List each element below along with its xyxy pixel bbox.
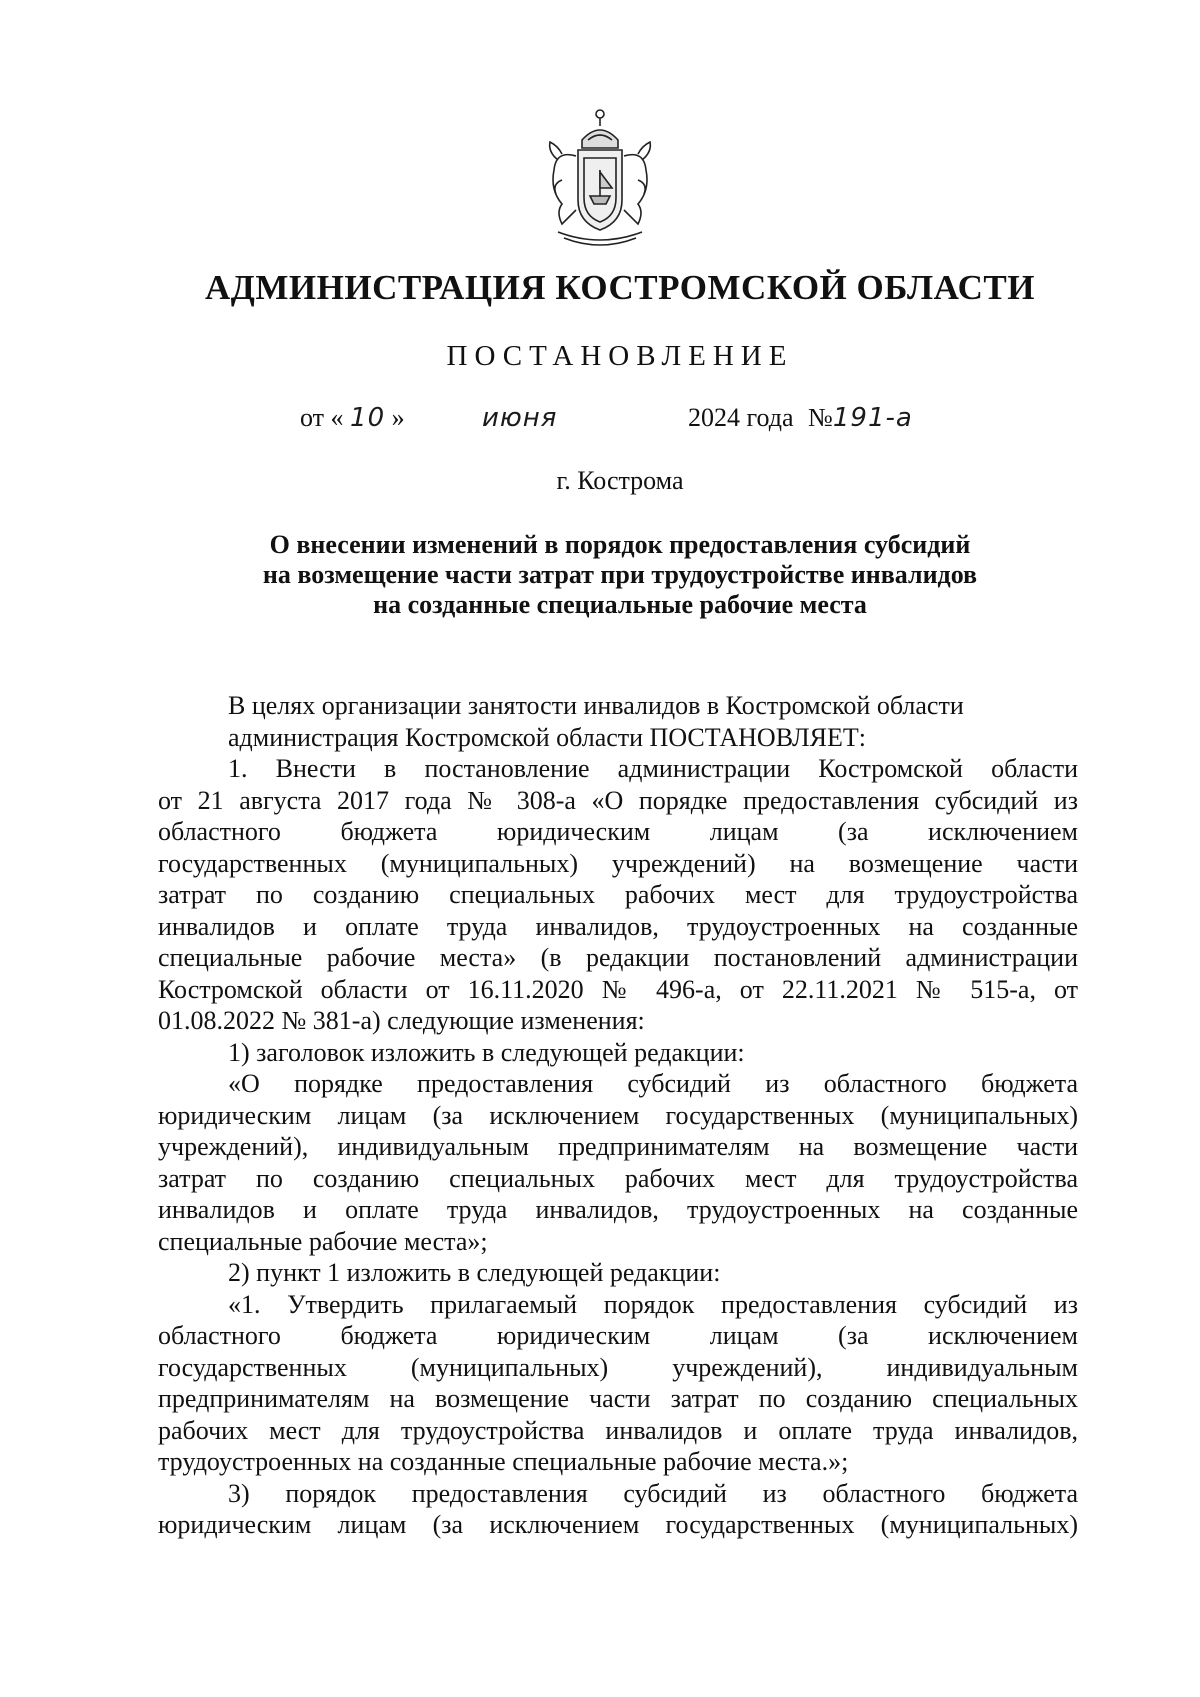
body-line: В целях организации занятости инвалидов в Костромской области bbox=[228, 691, 964, 720]
body-line: Костромской области от 16.11.2020 № 496-а, от 22.11.2021 № 515-а, от bbox=[158, 974, 1078, 1004]
body-line: инвалидов и оплате труда инвалидов, трудоустроенных на созданные bbox=[158, 911, 1078, 941]
coat-of-arms-emblem bbox=[528, 100, 672, 252]
body-line: 1. Внести в постановление администрации Костромской области bbox=[228, 754, 1078, 783]
document-body bbox=[158, 690, 1078, 1541]
body-line: специальные рабочие места»; bbox=[158, 1226, 488, 1256]
body-line: «1. Утвердить прилагаемый порядок предоставления субсидий из bbox=[228, 1289, 1078, 1319]
body-line: областного бюджета юридическим лицам (за исключением bbox=[158, 817, 1078, 846]
body-line: инвалидов и оплате труда инвалидов, трудоустроенных на созданные bbox=[158, 1195, 1078, 1224]
body-line: предпринимателям на возмещение части затрат по созданию специальных bbox=[158, 1384, 1078, 1413]
body-line: 1) заголовок изложить в следующей редакции: bbox=[228, 1037, 745, 1067]
date-year-number bbox=[688, 403, 913, 433]
title-line: на созданные специальные рабочие места bbox=[373, 590, 867, 619]
body-line: 2) пункт 1 изложить в следующей редакции: bbox=[228, 1258, 721, 1287]
body-line: трудоустроенных на созданные специальные рабочие места.»; bbox=[158, 1447, 849, 1476]
body-line: областного бюджета юридическим лицам (за исключением bbox=[158, 1321, 1078, 1350]
body-line: рабочих мест для трудоустройства инвалидов и оплате труда инвалидов, bbox=[158, 1415, 1078, 1445]
date-prefix: от « bbox=[300, 403, 344, 432]
organization-name: АДМИНИСТРАЦИЯ КОСТРОМСКОЙ ОБЛАСТИ bbox=[205, 268, 1035, 307]
body-line: затрат по созданию специальных рабочих мест для трудоустройства bbox=[158, 880, 1078, 909]
document-title bbox=[180, 530, 1060, 620]
body-line: государственных (муниципальных) учреждений) на возмещение части bbox=[158, 848, 1078, 878]
date-year: 2024 года bbox=[688, 403, 794, 432]
body-line: 3) порядок предоставления субсидий из областного бюджета bbox=[228, 1478, 1078, 1508]
body-line: государственных (муниципальных) учреждений), индивидуальным bbox=[158, 1352, 1078, 1382]
body-line: юридическим лицам (за исключением государственных (муниципальных) bbox=[158, 1510, 1078, 1539]
date-close: » bbox=[391, 403, 405, 432]
document-type: ПОСТАНОВЛЕНИЕ bbox=[446, 340, 794, 372]
date-month-wrap bbox=[482, 403, 557, 433]
body-line: юридическим лицам (за исключением государственных (муниципальных) bbox=[158, 1100, 1078, 1130]
body-line: специальные рабочие места» (в редакции постановлений администрации bbox=[158, 943, 1078, 972]
body-line: 01.08.2022 № 381-а) следующие изменения: bbox=[158, 1006, 645, 1035]
body-line: администрация Костромской области ПОСТАНОВЛЯЕТ: bbox=[228, 722, 867, 752]
body-line: «О порядке предоставления субсидий из областного бюджета bbox=[228, 1069, 1078, 1098]
date-month-handwritten: июня bbox=[482, 403, 558, 433]
city: г. Кострома bbox=[556, 466, 684, 495]
body-line: учреждений), индивидуальным предпринимателям на возмещение части bbox=[158, 1132, 1078, 1161]
date-day-handwritten: 10 bbox=[350, 403, 386, 433]
body-line: от 21 августа 2017 года № 308-а «О порядке предоставления субсидий из bbox=[158, 785, 1078, 815]
title-line: на возмещение части затрат при трудоустройстве инвалидов bbox=[262, 560, 978, 589]
number-label: № bbox=[808, 403, 833, 432]
date-line bbox=[300, 403, 405, 433]
document-number-handwritten: 191-а bbox=[832, 403, 913, 433]
body-line: затрат по созданию специальных рабочих мест для трудоустройства bbox=[158, 1163, 1078, 1193]
title-line: О внесении изменений в порядок предоставления субсидий bbox=[269, 530, 971, 559]
